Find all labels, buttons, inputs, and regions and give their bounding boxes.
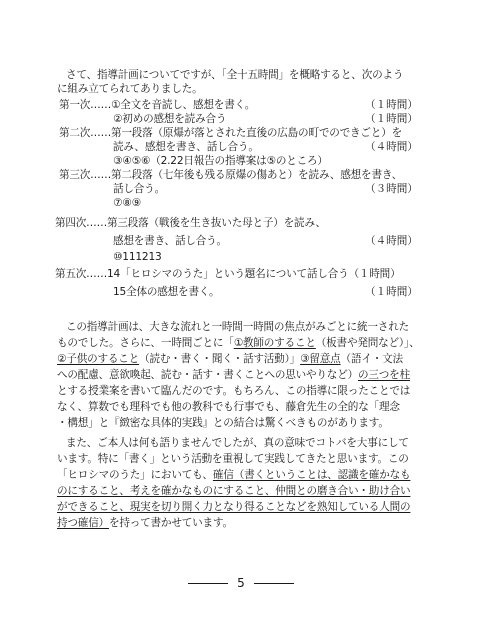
plan-stage-4-line-2: 感想を書き、話し合う。: [113, 235, 227, 247]
plan-stage-2-line-1: 第二次……第一段落（原爆が落とされた直後の広島の町でのできごと）を: [59, 127, 402, 139]
plan-stage-5-line-1: 第五次……14「ヒロシマのうた」という題名について話し合う（１時間）: [55, 268, 401, 280]
plan-stage-2-line-2: 読み、感想を書き、話し合う。: [113, 141, 259, 153]
para1-line-2: ものでした。さらに、一時間ごとに「①教師のすること（板書や発問など）」、: [57, 337, 420, 349]
para1-line-4: への配慮、意欲喚起、読む・話す・書くことへの思いやりなど）の三つを柱: [57, 369, 410, 381]
highlight-three-pillars: の三つを柱: [358, 369, 410, 381]
plan-stage-5-line-2: 15全体の感想を書く。: [113, 286, 220, 298]
para1-line-5: とする授業案を書いて臨んだのです。もちろん、この指導に限ったことでは: [57, 385, 411, 397]
plan-stage-2-line-3: ③④⑤⑥（2.22日報告の指導案は⑤のところ）: [113, 155, 328, 167]
plan-stage-1-hours-1: （１時間）: [365, 99, 418, 111]
para2-line-5: [57, 500, 410, 514]
para1-line-7: ・構想」と『緻密な具体的実践』との結合は驚くべきものがあります。: [57, 417, 389, 429]
plan-stage-4-hours: （４時間）: [365, 235, 418, 247]
intro-line-2: に組み立てられてありました。: [57, 83, 203, 95]
para1-line-1: この指導計画は、大きな流れと一時間一時間の焦点がみごとに統一された: [66, 321, 409, 333]
para2-line-1: また、ご本人は何も語りませんでしたが、真の意味でコトバを大事にして: [66, 437, 409, 449]
intro-line-1: さて、指導計画についてですが、「全十五時間」を概略すると、次のよう: [66, 69, 404, 81]
plan-stage-3-line-1: 第三次……第二段落（七年後も残る原爆の傷あと）を読み、感想を書き、: [59, 169, 403, 181]
highlight-conviction-3: ができること、現実を切り開く力となり得ることなどを熟知している人間の: [57, 501, 411, 513]
highlight-conviction-4: 持つ確信）: [57, 517, 109, 529]
para2-line-4: [57, 484, 410, 498]
page-footer: [0, 575, 482, 591]
para2-line-6: 持つ確信）を持って書かせています。: [57, 517, 233, 529]
plan-stage-4-line-3: ⑩111213: [113, 251, 162, 263]
plan-stage-1-line-2: ②初めの感想を読み合う: [113, 113, 227, 125]
para1-line-3: ②子供のすること（読む・書く・聞く・話す活動）」③留意点（語イ・文法: [57, 353, 403, 365]
highlight-teacher: ①教師のすること: [233, 337, 316, 349]
highlight-conviction-2: のにすること、考えを確かなものにすること、仲間との磨き合い・助け合い: [57, 485, 411, 497]
plan-stage-3-line-3: ⑦⑧⑨: [113, 197, 141, 209]
plan-stage-1-line-1: 第一次……①全文を音読し、感想を書く。: [59, 99, 256, 111]
plan-stage-1-hours-2: （１時間）: [365, 113, 418, 125]
page-number: 5: [237, 576, 245, 590]
para2-line-2: います。特に「書く」という活動を重視して実践してきたと思います。この: [57, 453, 409, 465]
plan-stage-5-hours: （１時間）: [365, 286, 418, 298]
highlight-children: ②子供のすること: [57, 353, 140, 365]
para1-line-6: なく、算数でも理科でも他の教科でも行事でも、藤倉先生の全的な「理念: [57, 401, 400, 413]
plan-stage-2-hours: （４時間）: [365, 141, 418, 153]
footer-dash-right: [254, 583, 294, 584]
plan-stage-4-line-1: 第四次……第三段落（戦後を生き抜いた母と子）を読み、: [55, 217, 326, 229]
plan-stage-3-hours: （３時間）: [365, 183, 418, 195]
plan-stage-3-line-2: 話し合う。: [113, 183, 165, 195]
para2-line-3: 「ヒロシマのうた」においても、確信（書くということは、認識を確かなも: [57, 469, 411, 481]
highlight-notes: ③留意点: [300, 353, 341, 365]
highlight-conviction-1: 確信（書くということは、認識を確かなも: [212, 469, 411, 481]
